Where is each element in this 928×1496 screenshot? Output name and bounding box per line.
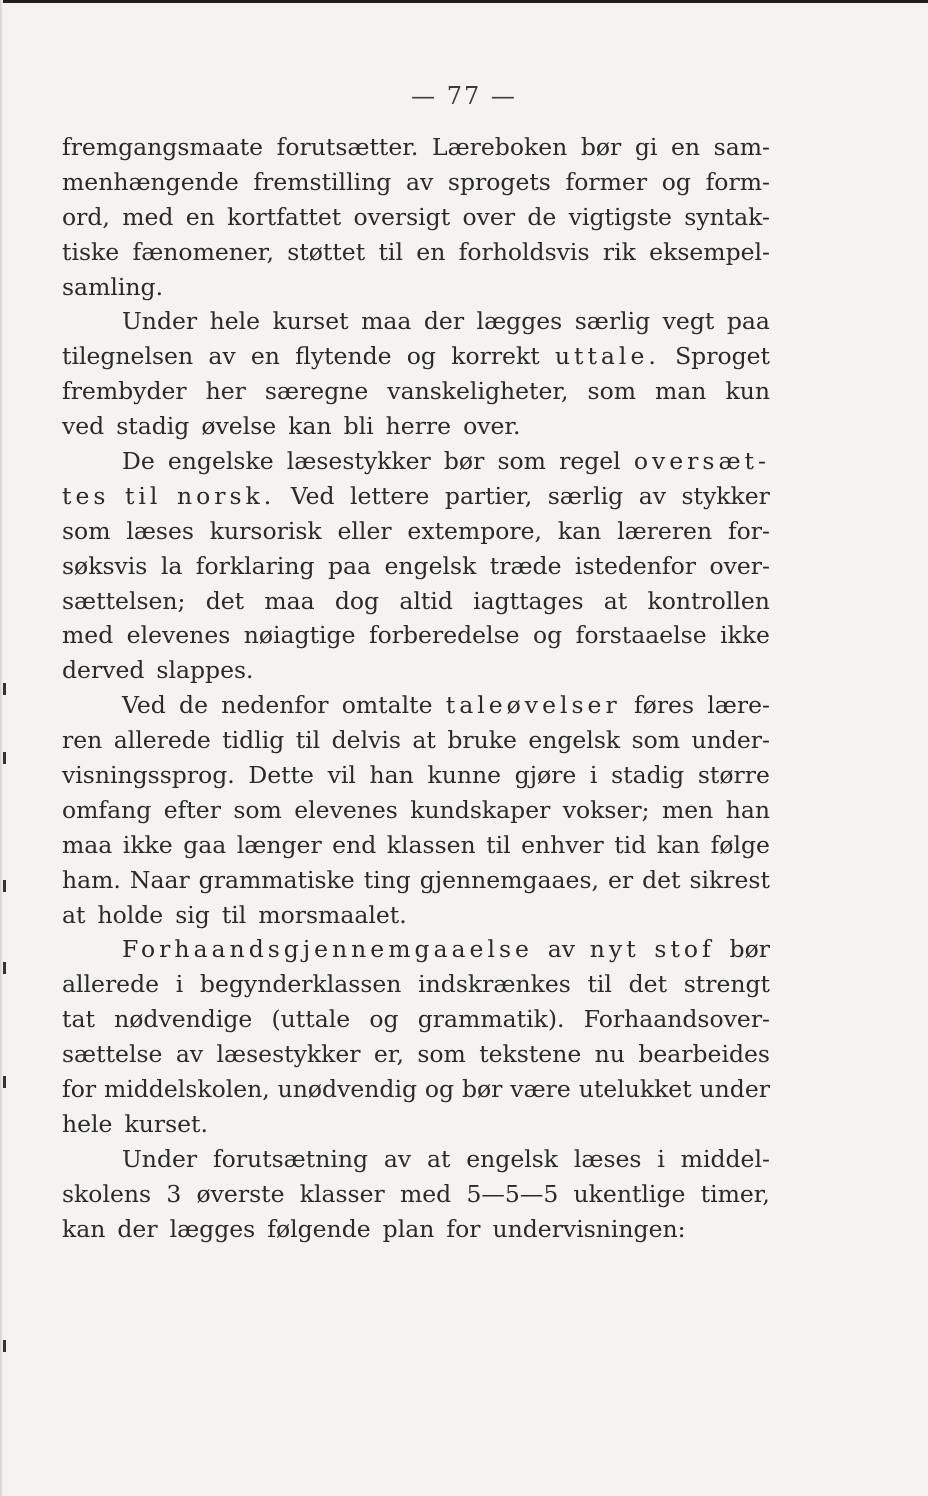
word: forstaaelse <box>575 621 707 650</box>
word: iagttages <box>473 586 584 615</box>
word: gi <box>634 133 658 161</box>
word: i <box>175 970 184 999</box>
text-line <box>62 1177 770 1212</box>
word: være <box>510 1075 571 1104</box>
word: og <box>532 621 563 650</box>
word: i <box>589 761 598 790</box>
margin-mark <box>3 962 6 974</box>
word: og <box>661 167 691 196</box>
word: sprogets <box>447 167 551 196</box>
word: kan <box>557 516 602 545</box>
word: som <box>631 726 681 755</box>
word: man <box>655 377 707 406</box>
page-top-edge <box>0 0 928 3</box>
word: delvis <box>331 726 401 755</box>
word: end <box>332 830 377 859</box>
word: med <box>399 1179 452 1208</box>
text-line <box>62 409 770 444</box>
word: klasser <box>299 1179 385 1208</box>
word: stadig <box>116 412 190 441</box>
word: eksempel- <box>649 237 770 266</box>
word: flytende <box>295 342 392 371</box>
word: kan <box>656 830 701 859</box>
word: gjøre <box>514 761 577 790</box>
word: korrekt <box>451 342 540 371</box>
word: særlig <box>547 481 624 510</box>
word: sig <box>175 900 210 929</box>
word: særegne <box>264 377 369 406</box>
word: forutsætning <box>212 1144 369 1173</box>
word: holde <box>97 900 164 929</box>
word: længer <box>236 830 322 859</box>
word: oversigt <box>353 202 451 231</box>
word: bruke <box>447 726 517 755</box>
word: sættelse <box>62 1040 163 1069</box>
word: omfang <box>62 795 152 824</box>
text-line <box>62 165 770 200</box>
text-line <box>62 584 770 619</box>
word: ikke <box>720 621 770 650</box>
word: altid <box>399 586 453 615</box>
word: vigtigste <box>568 202 672 231</box>
word: som <box>417 1040 466 1069</box>
word: Ved <box>122 691 166 720</box>
word: slappes. <box>156 656 254 685</box>
word: at <box>62 900 86 929</box>
word: Naar <box>129 865 190 894</box>
word: klassen <box>386 830 476 859</box>
word: utelukket <box>578 1075 692 1104</box>
word: grammatiske <box>198 865 355 894</box>
word: det <box>642 865 681 894</box>
word: ved <box>62 412 105 441</box>
text-line <box>62 339 770 374</box>
word: gaa <box>183 830 227 859</box>
word: kursorisk <box>209 516 322 545</box>
word: læsestykker <box>216 1040 361 1069</box>
word: tekstene <box>479 1040 582 1069</box>
word: tes <box>62 481 110 510</box>
word: av <box>175 1040 204 1069</box>
word: kortfattet <box>227 202 342 231</box>
word: av <box>383 1144 412 1173</box>
word: unødvendig <box>277 1075 418 1104</box>
word: der <box>423 307 465 336</box>
word: tilegnelsen <box>62 342 194 371</box>
word: taleøvelser <box>445 691 621 720</box>
word: kurset. <box>124 1109 208 1138</box>
word: søksvis <box>62 551 148 580</box>
word: som <box>587 377 637 406</box>
text-line <box>62 793 770 828</box>
word: forklaring <box>195 551 315 580</box>
word: fremstilling <box>253 167 392 196</box>
word: middel- <box>680 1144 770 1173</box>
word: indskrænkes <box>418 970 571 999</box>
word: med <box>62 621 114 650</box>
word: en <box>671 133 701 161</box>
word: extempore, <box>407 516 543 545</box>
word: kurset <box>272 307 349 336</box>
word: morsmaalet. <box>258 900 407 929</box>
word: en <box>250 342 280 371</box>
word: med <box>122 202 174 231</box>
word: hele <box>62 1109 113 1138</box>
word: regel <box>559 447 621 476</box>
word: der <box>117 1214 158 1243</box>
word: over- <box>709 551 770 580</box>
word: paa <box>726 307 770 336</box>
text-line <box>62 758 770 793</box>
word: middelskolen, <box>103 1075 270 1104</box>
word: engelsk <box>466 1144 559 1173</box>
word: tiske <box>62 237 120 266</box>
word: ikke <box>122 830 173 859</box>
word: forutsætter. <box>276 133 419 161</box>
word: under- <box>691 726 770 755</box>
word: Læreboken <box>431 133 568 161</box>
word: tat <box>62 1005 95 1034</box>
word: bør <box>461 1075 503 1104</box>
word: er <box>607 865 634 894</box>
word: er, <box>373 1040 404 1069</box>
word: skolens <box>62 1179 152 1208</box>
word: hele <box>209 307 261 336</box>
word: læsestykker <box>286 447 431 476</box>
margin-mark <box>3 683 6 695</box>
word: syntak- <box>684 202 770 231</box>
word: forholdsvis <box>458 237 590 266</box>
word: De <box>122 447 155 476</box>
word: partier, <box>444 481 533 510</box>
word: han <box>725 795 770 824</box>
word: i <box>657 1144 665 1173</box>
word: over. <box>463 412 521 441</box>
word: ham. <box>62 865 121 894</box>
word: efter <box>163 795 221 824</box>
word: av <box>405 167 434 196</box>
word: som <box>62 516 111 545</box>
text-line <box>62 514 770 549</box>
text-line <box>62 549 770 584</box>
text-line <box>62 1002 770 1037</box>
word: læreren <box>617 516 713 545</box>
word: sættelsen; <box>62 586 186 615</box>
word: omtalte <box>341 691 433 720</box>
word: grammatik). <box>417 1005 565 1034</box>
word: Forhaandsgjennemgaaelse <box>122 935 533 964</box>
word: nu <box>594 1040 625 1069</box>
word: elevenes <box>126 621 231 650</box>
word: de <box>179 691 208 720</box>
word: menhængende <box>62 167 239 196</box>
word: at <box>426 1144 451 1173</box>
word: kan <box>62 1214 106 1243</box>
text-line <box>62 444 770 479</box>
word: kunne <box>427 761 502 790</box>
word: istedenfor <box>574 551 697 580</box>
word: samling. <box>62 272 164 301</box>
word: kontrollen <box>647 586 770 615</box>
word: 3 <box>166 1179 182 1208</box>
margin-mark <box>3 1340 6 1352</box>
word: nedenfor <box>221 691 329 720</box>
word: engelske <box>167 447 274 476</box>
text-line <box>62 898 770 933</box>
word: kan <box>288 412 332 441</box>
text-line <box>62 1212 770 1247</box>
word: lettere <box>350 481 430 510</box>
word: Forhaandsover- <box>583 1005 770 1034</box>
word: for <box>446 1214 481 1243</box>
word: undervisningen: <box>492 1214 686 1243</box>
text-line <box>62 723 770 758</box>
text-line <box>62 235 770 270</box>
word: en <box>185 202 215 231</box>
word: herre <box>385 412 452 441</box>
text-line <box>62 688 770 723</box>
text-line <box>62 967 770 1002</box>
word: her <box>205 377 246 406</box>
word: og <box>406 342 436 371</box>
word: dog <box>334 586 380 615</box>
word: ting <box>363 865 411 894</box>
word: begynderklassen <box>199 970 402 999</box>
word: 5—5—5 <box>466 1179 559 1208</box>
text-line <box>62 304 770 339</box>
word: timer, <box>700 1179 770 1208</box>
word: større <box>697 761 770 790</box>
word: støttet <box>287 237 366 266</box>
word: sikrest <box>689 865 770 894</box>
word: allerede <box>113 726 211 755</box>
word: paa <box>328 551 372 580</box>
word: sam- <box>713 133 770 161</box>
word: ukentlige <box>573 1179 686 1208</box>
word: for- <box>727 516 770 545</box>
word: til <box>124 481 162 510</box>
word: fænomener, <box>132 237 274 266</box>
word: Under <box>122 1144 198 1173</box>
word: strengt <box>683 970 770 999</box>
word: allerede <box>62 970 160 999</box>
word: bør <box>443 447 485 476</box>
word: engelsk <box>528 726 621 755</box>
word: nyt <box>589 935 640 964</box>
text-line <box>62 828 770 863</box>
word: plan <box>382 1214 435 1243</box>
word: vil <box>327 761 356 790</box>
word: tid <box>614 830 647 859</box>
word: Ved <box>290 481 335 510</box>
word: øvelse <box>201 412 277 441</box>
word: bearbeides <box>638 1040 770 1069</box>
word: stof <box>654 935 715 964</box>
word: form- <box>705 167 770 196</box>
word: føres <box>633 691 695 720</box>
word: av <box>638 481 666 510</box>
word: kun <box>725 377 770 406</box>
word: lægges <box>169 1214 256 1243</box>
word: uttale. <box>554 342 660 371</box>
word: det <box>205 586 245 615</box>
word: stadig <box>611 761 685 790</box>
word: træde <box>489 551 562 580</box>
body-text <box>62 130 770 1247</box>
word: vokser; <box>562 795 650 824</box>
text-line <box>62 863 770 898</box>
word: særlig <box>574 307 651 336</box>
text-line <box>62 653 770 688</box>
word: som <box>497 447 546 476</box>
word: følge <box>710 830 770 859</box>
word: og <box>369 1005 399 1034</box>
word: maa <box>361 307 412 336</box>
word: derved <box>62 656 145 685</box>
word: han <box>369 761 414 790</box>
text-line <box>62 130 770 165</box>
word: læses <box>126 516 194 545</box>
word: enhver <box>521 830 604 859</box>
word: til <box>486 830 511 859</box>
word: lære- <box>707 691 770 720</box>
word: bør <box>729 935 770 964</box>
word: og <box>424 1075 455 1104</box>
word: Dette <box>248 761 314 790</box>
text-line <box>62 1107 770 1142</box>
word: av <box>547 935 576 964</box>
word: ren <box>62 726 103 755</box>
margin-mark <box>3 752 6 764</box>
word: nødvendige <box>114 1005 253 1034</box>
word: tidlig <box>222 726 285 755</box>
word: stykker <box>681 481 770 510</box>
word: gjennemgaaes, <box>419 865 599 894</box>
word: men <box>661 795 714 824</box>
text-line <box>62 1037 770 1072</box>
word: at <box>603 586 628 615</box>
word: frembyder <box>62 377 187 406</box>
word: elevenes <box>294 795 398 824</box>
word: forberedelse <box>368 621 520 650</box>
text-line <box>62 270 770 305</box>
text-line <box>62 479 770 514</box>
word: under <box>699 1075 770 1104</box>
word: som <box>233 795 282 824</box>
word: bør <box>580 133 622 161</box>
word: vanskeligheter, <box>387 377 569 406</box>
word: (uttale <box>271 1005 351 1034</box>
word: til <box>295 726 321 755</box>
margin-mark <box>3 1076 6 1088</box>
word: til <box>587 970 612 999</box>
page-number: — 77 — <box>411 82 517 110</box>
word: la <box>160 551 183 580</box>
word: av <box>208 342 236 371</box>
word: norsk. <box>176 481 276 510</box>
text-line <box>62 374 770 409</box>
word: det <box>628 970 668 999</box>
word: maa <box>264 586 315 615</box>
word: Sproget <box>675 342 770 371</box>
margin-mark <box>3 880 6 892</box>
word: eller <box>337 516 392 545</box>
word: følgende <box>267 1214 371 1243</box>
word: engelsk <box>384 551 477 580</box>
word: bli <box>343 412 374 441</box>
text-line <box>62 1142 770 1177</box>
word: rik <box>602 237 636 266</box>
word: lægges <box>476 307 563 336</box>
word: maa <box>62 830 113 859</box>
word: visningssprog. <box>62 761 235 790</box>
word: kundskaper <box>410 795 551 824</box>
word: til <box>221 900 247 929</box>
word: de <box>527 202 557 231</box>
word: for <box>62 1075 97 1104</box>
word: en <box>416 237 446 266</box>
word: former <box>565 167 648 196</box>
word: ord, <box>62 202 110 231</box>
word: læses <box>573 1144 642 1173</box>
word: vegt <box>662 307 715 336</box>
text-line <box>62 618 770 653</box>
text-line <box>62 1072 770 1107</box>
text-line <box>62 200 770 235</box>
word: øverste <box>196 1179 285 1208</box>
word: at <box>412 726 436 755</box>
word: over <box>462 202 516 231</box>
text-line <box>62 932 770 967</box>
word: fremgangsmaate <box>62 133 264 161</box>
page-left-edge <box>0 0 3 1496</box>
word: til <box>378 237 403 266</box>
word: nøiagtige <box>243 621 356 650</box>
word: oversæt- <box>633 447 770 476</box>
word: Under <box>122 307 198 336</box>
